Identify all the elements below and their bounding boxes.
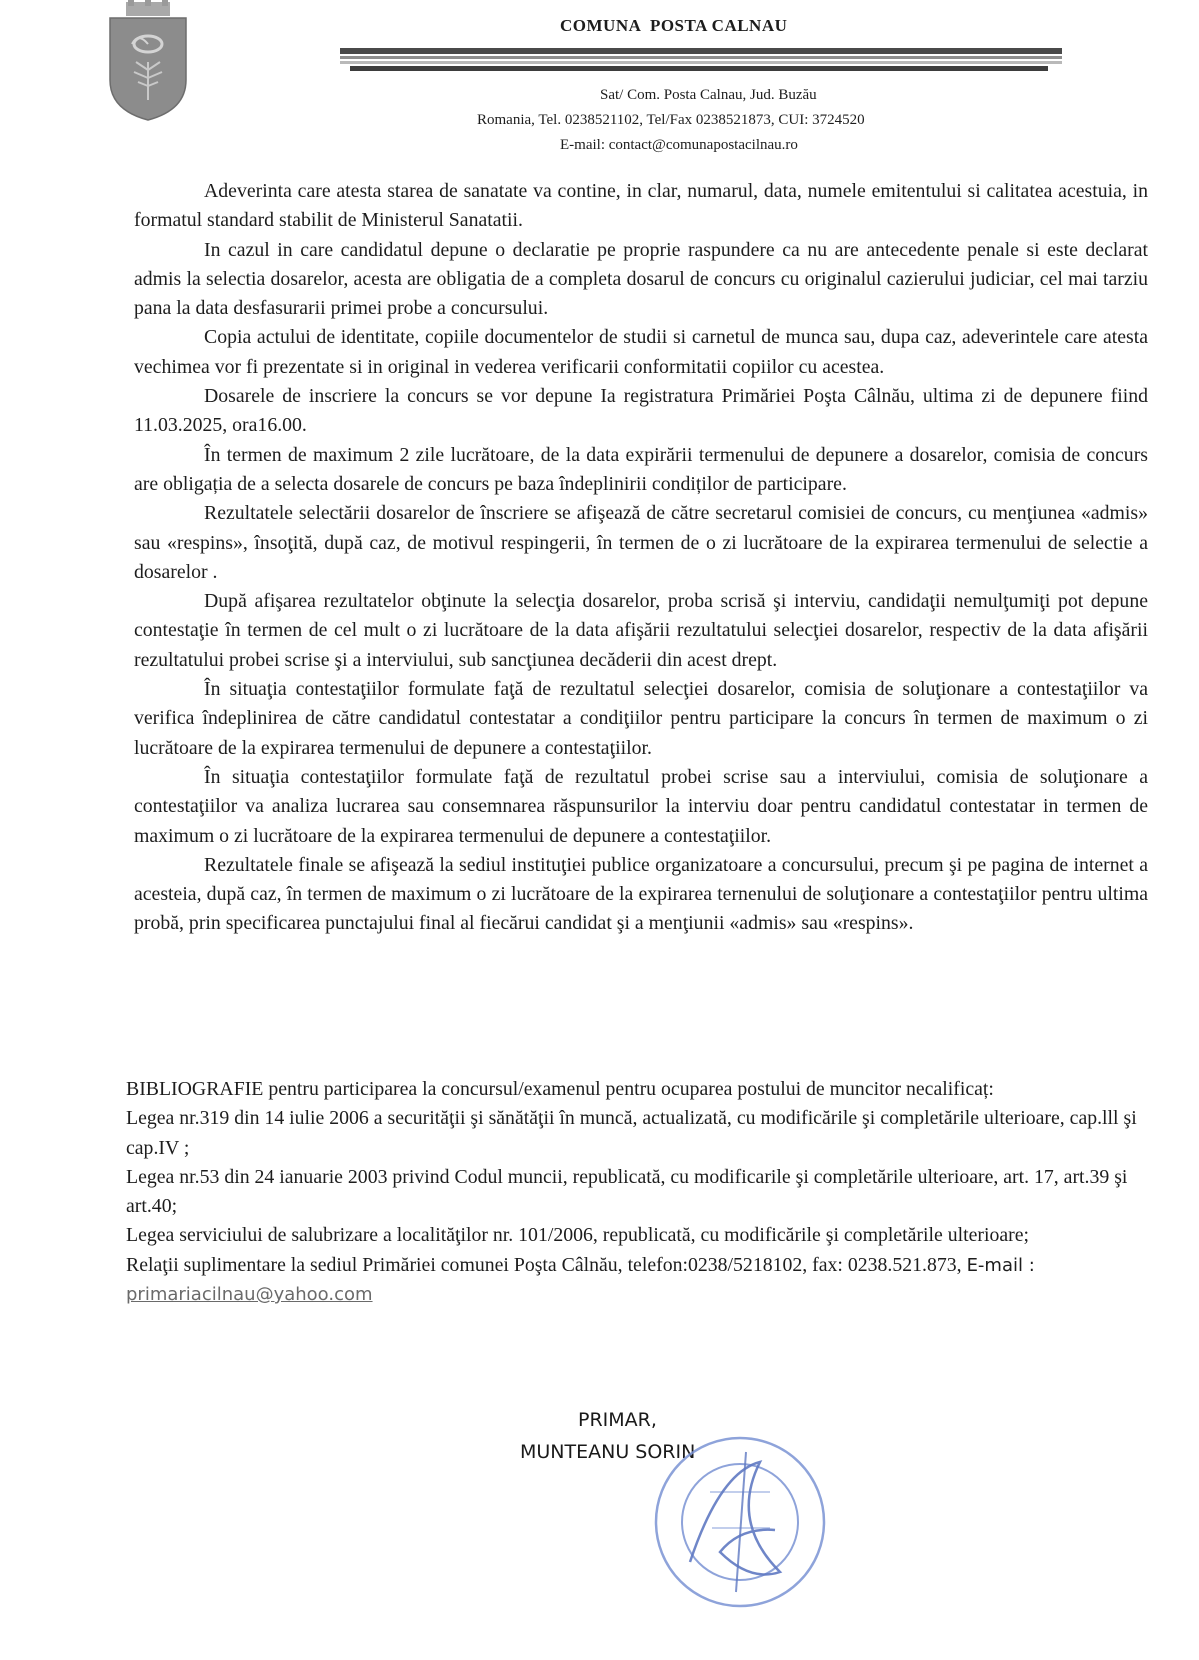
document-body	[134, 177, 1148, 939]
signature-title: PRIMAR,	[578, 1409, 657, 1431]
header-contact: Romania, Tel. 0238521102, Tel/Fax 0238521873, CUI: 3724520	[477, 112, 865, 128]
header-divider	[340, 56, 1062, 59]
coat-of-arms-icon	[108, 0, 188, 122]
header-address: Sat/ Com. Posta Calnau, Jud. Buzău	[600, 87, 817, 103]
bibliography-section	[126, 1075, 1156, 1309]
paragraph: Copia actului de identitate, copiile documentelor de studii si carnetul de munca sau, dupa caz, adeverintele care atesta vechimea vor fi prezentate si in original in vederea verificarii conformitatii copiilor cu acestea.	[134, 326, 1148, 378]
header-email: E-mail: contact@comunapostacilnau.ro	[560, 137, 798, 153]
bibliography-item: Legea serviciului de salubrizare a localităţilor nr. 101/2006, republicată, cu modificările şi completările ulterioare;	[126, 1224, 1029, 1247]
institution-title: COMUNA POSTA CALNAU	[560, 16, 788, 35]
email-label: E-mail :	[966, 1254, 1035, 1276]
paragraph: În situaţia contestaţiilor formulate faţă de rezultatul selecţiei dosarelor, comisia de soluţionare a contestaţiilor va verifica îndeplinirea de către candidatul contestatar a condiţiilor pentru participare la concurs în termen de maximum o zi lucrătoare de la expirarea termenului de depunere a contestaţiilor.	[134, 678, 1148, 759]
header-divider	[340, 61, 1062, 64]
paragraph: După afişarea rezultatelor obţinute la selecţia dosarelor, proba scrisă şi interviu, candidaţii nemulţumiţi pot depune contestaţie în termen de cel mult o zi lucrătoare de la data afişării rezultatului selecţiei dosarelor, respectiv de la data afişării rezultatului probei scrise şi a interviului, sub sancţiunea decăderii din acest drept.	[134, 590, 1148, 671]
contact-info	[126, 1251, 1156, 1310]
paragraph: In cazul in care candidatul depune o declaratie pe proprie raspundere ca nu are antecedente penale si este declarat admis la selectia dosarelor, acesta are obligatia de a completa dosarul de concurs cu originalul cazierului judiciar, cel mai tarziu pana la data desfasurarii primei probe a concursului.	[134, 238, 1148, 320]
contact-text: Relaţii suplimentare la sediul Primăriei comunei Poşta Câlnău, telefon:0238/5218102, fax: 0238.521.873,	[126, 1253, 962, 1276]
paragraph: Rezultatele selectării dosarelor de înscriere se afişează de către secretarul comisiei de concurs, cu menţiunea «admis» sau «respins», însoţită, după caz, de motivul respingerii, în termen de o zi lucrătoare de la expirarea termenului de selectie a dosarelor .	[134, 502, 1148, 583]
bibliography-item: Legea nr.53 din 24 ianuarie 2003 privind Codul muncii, republicată, cu modificarile şi completările ulterioare, art. 17, art.39 şi art.40;	[126, 1165, 1128, 1218]
paragraph: Adeverinta care atesta starea de sanatate va contine, in clar, numarul, data, numele emitentului si calitatea acestuia, in formatul standard stabilit de Ministerul Sanatatii.	[134, 180, 1148, 232]
signature-name: MUNTEANU SORIN	[520, 1441, 696, 1463]
paragraph: Dosarele de inscriere la concurs se vor depune Ia registratura Primăriei Poşta Câlnău, ultima zi de depunere fiind 11.03.2025, ora16.00.	[134, 385, 1148, 437]
bibliography-item: Legea nr.319 din 14 iulie 2006 a securităţii şi sănătăţii în muncă, actualizată, cu modificările şi completările ulterioare, cap.lll şi cap.IV ;	[126, 1107, 1137, 1159]
header-divider	[340, 48, 1062, 54]
paragraph: În situaţia contestaţiilor formulate faţă de rezultatul probei scrise sau a interviului, comisia de soluţionare a contestaţiilor va analiza lucrarea sau consemnarea răspunsurilor la interviu doar pentru candidatul contestatar in termen de maximum o zi lucrătoare de la expirarea termenului de depunere a contestaţiilor.	[134, 765, 1148, 847]
official-stamp-icon	[650, 1432, 830, 1612]
paragraph: În termen de maximum 2 zile lucrătoare, de la data expirării termenului de depunere a dosarelor, comisia de concurs are obligația de a selecta dosarele de concurs pe baza îndeplinirii condiților de participare.	[134, 443, 1148, 495]
paragraph: Rezultatele finale se afişează la sediul instituţiei publice organizatoare a concursului, precum şi pe pagina de internet a acesteia, după caz, în termen de maximum o zi lucrătoare de la expirarea ternenului de soluţionare a contestaţiilor pentru ultima probă, prin specificarea punctajului final al fiecărui candidat şi a menţiunii «admis» sau «respins».	[134, 853, 1148, 935]
bibliography-heading: BIBLIOGRAFIE pentru participarea la concursul/examenul pentru ocuparea postului de muncitor necalificaț:	[126, 1078, 994, 1100]
header-divider	[350, 66, 1048, 71]
email-link[interactable]: primariacilnau@yahoo.com	[126, 1284, 373, 1306]
